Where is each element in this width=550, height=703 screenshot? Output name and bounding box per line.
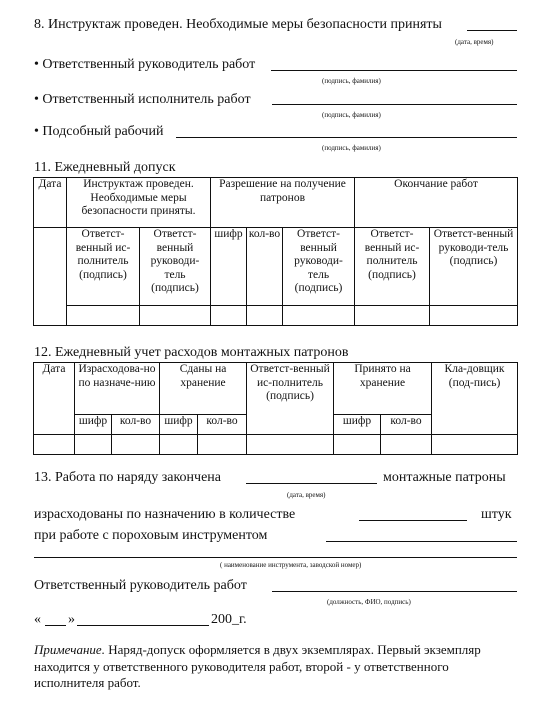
tool-label: при работе с пороховым инструментом [34,528,268,543]
entry-cell[interactable] [140,306,211,326]
signer-helper-caption: (подпись, фамилия) [322,144,381,152]
month-field[interactable] [77,625,209,626]
date-close-quote: » [68,612,75,627]
section8-date-caption: (дата, время) [455,38,494,46]
cartridge-usage-table [33,362,518,455]
section11-title: 11. Ежедневный допуск [34,160,176,175]
daily-permit-table [33,177,518,326]
entry-cell[interactable] [283,306,355,326]
work-end-date-caption: (дата, время) [287,491,326,499]
sub-code-header: шифр [75,415,112,435]
sub-qty-header: кол-во [198,415,247,435]
section8-title: 8. Инструктаж проведен. Необходимые меры безопасности приняты [34,17,442,32]
entry-cell[interactable] [198,435,247,455]
col-briefing-header: Инструктаж проведен. Необходимые меры безопасности приняты. [67,178,211,228]
entry-cell[interactable] [432,435,518,455]
tool-field[interactable] [326,541,517,542]
spent-quantity-label: израсходованы по назначению в количестве [34,507,296,522]
tool-caption: ( наименование инструмента, заводской номер) [220,561,362,569]
sub-executor-header: Ответст-венный ис-полнитель (подпись) [355,228,430,306]
col-keeper-header: Кла-довщик (под-пись) [432,363,518,435]
date-cell[interactable] [34,228,67,326]
tool-field-continued[interactable] [34,557,517,558]
sub-executor-header: Ответст-венный ис-полнитель (подпись) [67,228,140,306]
sub-manager-header: Ответст-венный руководи-тель (подпись) [283,228,355,306]
signer-executor-field[interactable] [272,104,517,105]
sub-code-header: шифр [211,228,247,306]
entry-cell[interactable] [160,435,198,455]
entry-cell[interactable] [75,435,112,455]
signer-executor-caption: (подпись, фамилия) [322,111,381,119]
entry-cell[interactable] [334,435,381,455]
pieces-label: штук [481,507,512,522]
entry-cell[interactable] [247,435,334,455]
col-permission-header: Разрешение на получение патронов [211,178,355,228]
col-executor-header: Ответст-венный ис-полнитель (подпись) [247,363,334,435]
col-work-end-header: Окончание работ [355,178,518,228]
signer-manager-label: • Ответственный руководитель работ [34,57,256,72]
entry-cell[interactable] [247,306,283,326]
note-label: Примечание. [34,642,105,657]
section8-date-field[interactable] [467,30,517,31]
cartridges-label: монтажные патроны [383,470,506,485]
entry-cell[interactable] [34,435,75,455]
section12-title: 12. Ежедневный учет расходов монтажных патронов [34,345,349,360]
signer-helper-label: • Подсобный рабочий [34,124,164,139]
note-paragraph [34,642,518,692]
col-date-header: Дата [34,363,75,435]
sub-code-header: шифр [334,415,381,435]
final-manager-caption: (должность, ФИО, подпись) [327,598,411,606]
signer-manager-caption: (подпись, фамилия) [322,77,381,85]
col-spent-header: Израсходова-но по назначе-нию [75,363,160,415]
col-stored-header: Сданы на хранение [160,363,247,415]
final-manager-field[interactable] [272,591,517,592]
date-open-quote: « [34,612,41,627]
signer-helper-field[interactable] [176,137,517,138]
signer-manager-field[interactable] [271,70,517,71]
entry-cell[interactable] [381,435,432,455]
entry-cell[interactable] [112,435,160,455]
entry-cell[interactable] [355,306,430,326]
sub-manager-header: Ответст-венный руководи-тель (подпись) [140,228,211,306]
year-label: 200_г. [211,612,247,627]
col-date-header: Дата [34,178,67,228]
sub-manager-header: Ответст-венный руководи-тель (подпись) [430,228,518,306]
col-accepted-header: Принято на хранение [334,363,432,415]
sub-qty-header: кол-во [247,228,283,306]
sub-qty-header: кол-во [381,415,432,435]
entry-cell[interactable] [67,306,140,326]
note-text: Наряд-допуск оформляется в двух экземплярах. Первый экземпляр находится у ответственного руководителя работ, второй - у ответственного исполнителя работ. [34,642,481,690]
sub-qty-header: кол-во [112,415,160,435]
sub-code-header: шифр [160,415,198,435]
work-end-date-field[interactable] [246,483,377,484]
final-manager-label: Ответственный руководитель работ [34,578,247,593]
entry-cell[interactable] [211,306,247,326]
signer-executor-label: • Ответственный исполнитель работ [34,92,251,107]
section13-title: 13. Работа по наряду закончена [34,470,221,485]
spent-quantity-field[interactable] [359,520,467,521]
entry-cell[interactable] [430,306,518,326]
day-field[interactable] [45,625,66,626]
